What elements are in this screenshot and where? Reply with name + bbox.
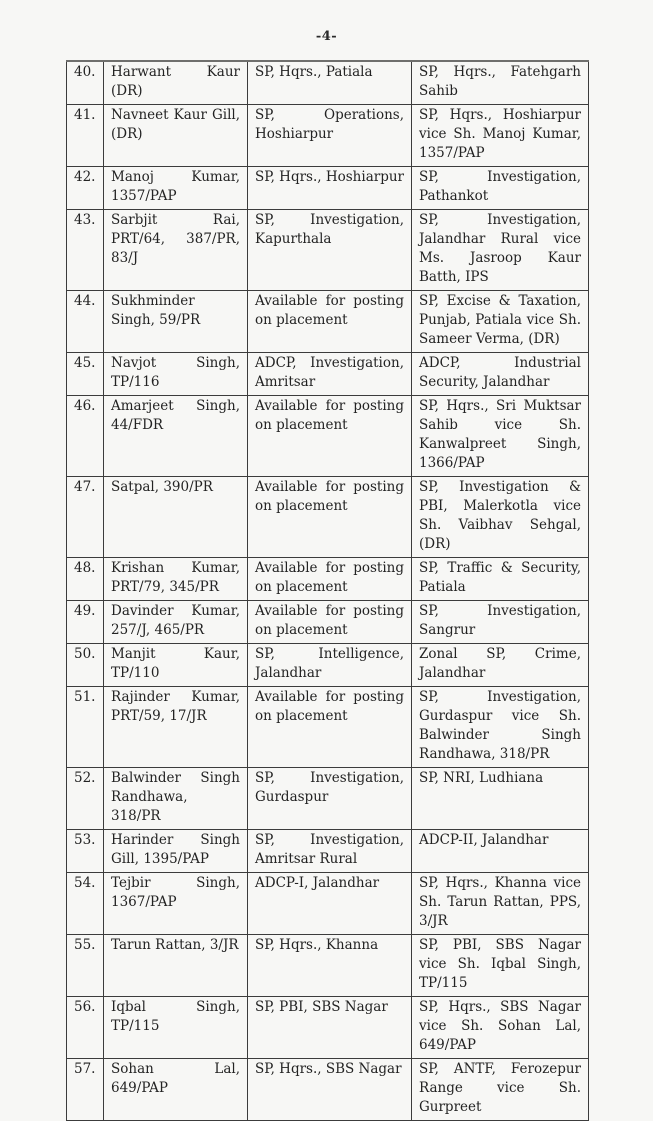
table-row bbox=[67, 105, 589, 167]
serial-number-cell: 44. bbox=[67, 291, 104, 353]
officer-name-cell: Tarun Rattan, 3/JR bbox=[104, 935, 248, 997]
new-posting-cell: ADCP-II, Jalandhar bbox=[412, 830, 589, 873]
present-posting-cell: SP, Intelligence, Jalandhar bbox=[248, 644, 412, 687]
officer-name-cell: Navneet Kaur Gill, (DR) bbox=[104, 105, 248, 167]
serial-number-cell: 56. bbox=[67, 997, 104, 1059]
officer-name-cell: Sukhminder Singh, 59/PR bbox=[104, 291, 248, 353]
serial-number-cell: 51. bbox=[67, 687, 104, 768]
table-row bbox=[67, 830, 589, 873]
new-posting-cell: SP, Hqrs., Khanna vice Sh. Tarun Rattan, PPS, 3/JR bbox=[412, 873, 589, 935]
page-number: -4- bbox=[315, 29, 338, 44]
table-row bbox=[67, 353, 589, 396]
present-posting-cell: Available for posting on placement bbox=[248, 601, 412, 644]
postings-table bbox=[66, 60, 589, 1121]
serial-number-cell: 49. bbox=[67, 601, 104, 644]
table-row bbox=[67, 558, 589, 601]
serial-number-cell: 47. bbox=[67, 477, 104, 558]
officer-name-cell: Davinder Kumar, 257/J, 465/PR bbox=[104, 601, 248, 644]
present-posting-cell: SP, Investigation, Gurdaspur bbox=[248, 768, 412, 830]
new-posting-cell: SP, Excise & Taxation, Punjab, Patiala vice Sh. Sameer Verma, (DR) bbox=[412, 291, 589, 353]
new-posting-cell: SP, Traffic & Security, Patiala bbox=[412, 558, 589, 601]
officer-name-cell: Iqbal Singh, TP/115 bbox=[104, 997, 248, 1059]
table-row bbox=[67, 768, 589, 830]
new-posting-cell: SP, Investigation, Pathankot bbox=[412, 167, 589, 210]
table-row bbox=[67, 601, 589, 644]
new-posting-cell: SP, Hqrs., Fatehgarh Sahib bbox=[412, 61, 589, 105]
new-posting-cell: SP, Investigation, Sangrur bbox=[412, 601, 589, 644]
officer-name-cell: Sohan Lal, 649/PAP bbox=[104, 1059, 248, 1121]
officer-name-cell: Tejbir Singh, 1367/PAP bbox=[104, 873, 248, 935]
serial-number-cell: 41. bbox=[67, 105, 104, 167]
serial-number-cell: 55. bbox=[67, 935, 104, 997]
officer-name-cell: Satpal, 390/PR bbox=[104, 477, 248, 558]
serial-number-cell: 42. bbox=[67, 167, 104, 210]
present-posting-cell: SP, Investigation, Kapurthala bbox=[248, 210, 412, 291]
table-row bbox=[67, 997, 589, 1059]
officer-name-cell: Harinder Singh Gill, 1395/PAP bbox=[104, 830, 248, 873]
present-posting-cell: SP, Hqrs., Khanna bbox=[248, 935, 412, 997]
serial-number-cell: 43. bbox=[67, 210, 104, 291]
table-row bbox=[67, 396, 589, 477]
new-posting-cell: SP, Investigation, Gurdaspur vice Sh. Balwinder Singh Randhawa, 318/PR bbox=[412, 687, 589, 768]
serial-number-cell: 53. bbox=[67, 830, 104, 873]
new-posting-cell: SP, ANTF, Ferozepur Range vice Sh. Gurpreet bbox=[412, 1059, 589, 1121]
officer-name-cell: Rajinder Kumar, PRT/59, 17/JR bbox=[104, 687, 248, 768]
new-posting-cell: SP, Hqrs., SBS Nagar vice Sh. Sohan Lal, 649/PAP bbox=[412, 997, 589, 1059]
table-row bbox=[67, 210, 589, 291]
present-posting-cell: Available for posting on placement bbox=[248, 477, 412, 558]
table-row bbox=[67, 687, 589, 768]
postings-table-body bbox=[67, 61, 589, 1121]
new-posting-cell: SP, Investigation & PBI, Malerkotla vice Sh. Vaibhav Sehgal, (DR) bbox=[412, 477, 589, 558]
table-row bbox=[67, 291, 589, 353]
new-posting-cell: Zonal SP, Crime, Jalandhar bbox=[412, 644, 589, 687]
serial-number-cell: 50. bbox=[67, 644, 104, 687]
present-posting-cell: SP, Investigation, Amritsar Rural bbox=[248, 830, 412, 873]
officer-name-cell: Krishan Kumar, PRT/79, 345/PR bbox=[104, 558, 248, 601]
present-posting-cell: Available for posting on placement bbox=[248, 396, 412, 477]
present-posting-cell: SP, Hqrs., Patiala bbox=[248, 61, 412, 105]
present-posting-cell: ADCP-I, Jalandhar bbox=[248, 873, 412, 935]
present-posting-cell: ADCP, Investigation, Amritsar bbox=[248, 353, 412, 396]
officer-name-cell: Harwant Kaur (DR) bbox=[104, 61, 248, 105]
present-posting-cell: SP, PBI, SBS Nagar bbox=[248, 997, 412, 1059]
table-row bbox=[67, 644, 589, 687]
present-posting-cell: SP, Operations, Hoshiarpur bbox=[248, 105, 412, 167]
serial-number-cell: 40. bbox=[67, 61, 104, 105]
serial-number-cell: 48. bbox=[67, 558, 104, 601]
new-posting-cell: SP, NRI, Ludhiana bbox=[412, 768, 589, 830]
officer-name-cell: Amarjeet Singh, 44/FDR bbox=[104, 396, 248, 477]
serial-number-cell: 45. bbox=[67, 353, 104, 396]
table-row bbox=[67, 477, 589, 558]
table-row bbox=[67, 1059, 589, 1121]
serial-number-cell: 57. bbox=[67, 1059, 104, 1121]
new-posting-cell: SP, Hqrs., Sri Muktsar Sahib vice Sh. Kanwalpreet Singh, 1366/PAP bbox=[412, 396, 589, 477]
table-row bbox=[67, 873, 589, 935]
table-row bbox=[67, 167, 589, 210]
new-posting-cell: ADCP, Industrial Security, Jalandhar bbox=[412, 353, 589, 396]
officer-name-cell: Navjot Singh, TP/116 bbox=[104, 353, 248, 396]
new-posting-cell: SP, PBI, SBS Nagar vice Sh. Iqbal Singh, TP/115 bbox=[412, 935, 589, 997]
officer-name-cell: Manoj Kumar, 1357/PAP bbox=[104, 167, 248, 210]
officer-name-cell: Sarbjit Rai, PRT/64, 387/PR, 83/J bbox=[104, 210, 248, 291]
present-posting-cell: Available for posting on placement bbox=[248, 558, 412, 601]
serial-number-cell: 52. bbox=[67, 768, 104, 830]
officer-name-cell: Balwinder Singh Randhawa, 318/PR bbox=[104, 768, 248, 830]
table-row bbox=[67, 935, 589, 997]
present-posting-cell: Available for posting on placement bbox=[248, 291, 412, 353]
table-row bbox=[67, 61, 589, 105]
serial-number-cell: 54. bbox=[67, 873, 104, 935]
new-posting-cell: SP, Investigation, Jalandhar Rural vice Ms. Jasroop Kaur Batth, IPS bbox=[412, 210, 589, 291]
officer-name-cell: Manjit Kaur, TP/110 bbox=[104, 644, 248, 687]
new-posting-cell: SP, Hqrs., Hoshiarpur vice Sh. Manoj Kumar, 1357/PAP bbox=[412, 105, 589, 167]
present-posting-cell: SP, Hqrs., SBS Nagar bbox=[248, 1059, 412, 1121]
present-posting-cell: Available for posting on placement bbox=[248, 687, 412, 768]
present-posting-cell: SP, Hqrs., Hoshiarpur bbox=[248, 167, 412, 210]
serial-number-cell: 46. bbox=[67, 396, 104, 477]
